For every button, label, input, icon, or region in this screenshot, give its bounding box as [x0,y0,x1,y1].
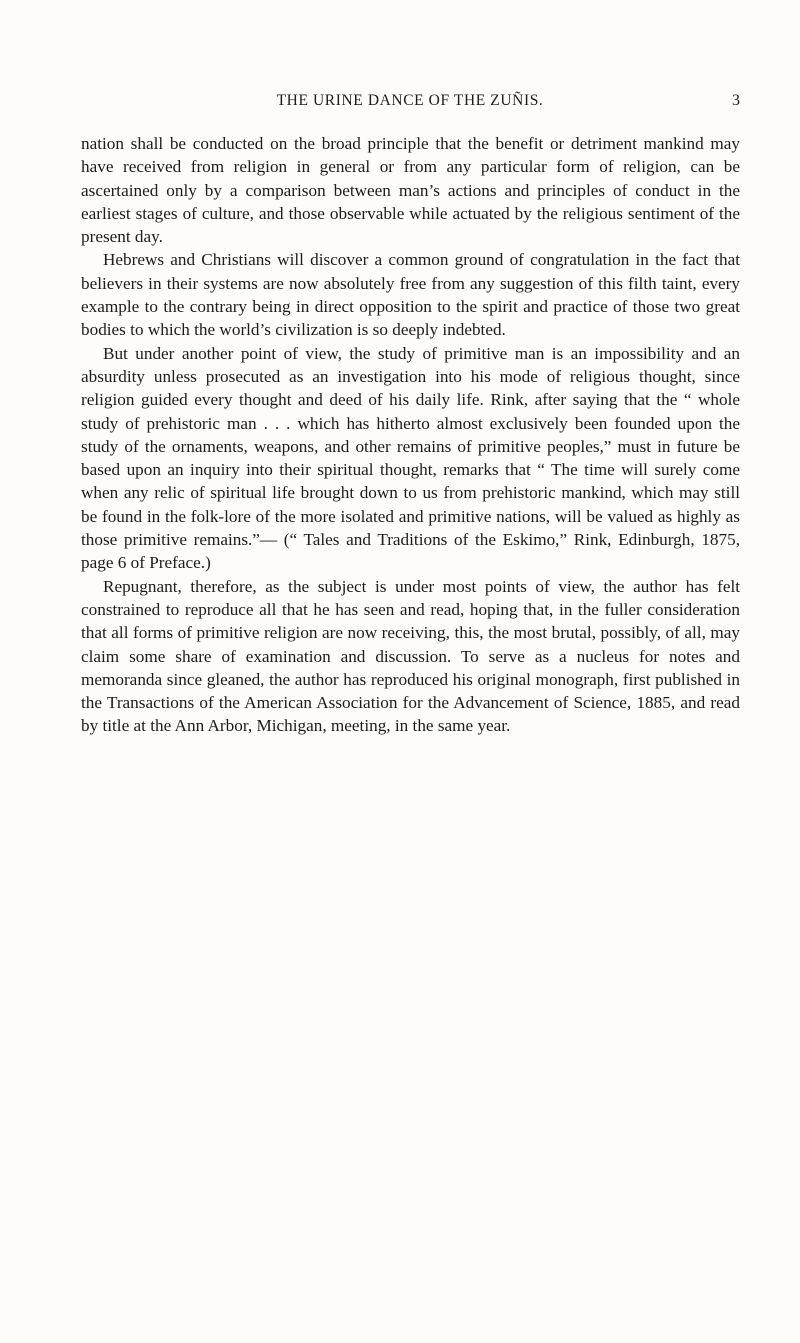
running-title: THE URINE DANCE OF THE ZUÑIS. [276,92,544,109]
page-number: 3 [732,92,740,109]
paragraph-primitive-man: But under another point of view, the study of primitive man is an impossibility and an absurdity unless prosecuted as an investigation into his mode of religious thought, since religion guided every thought and deed of his daily life. Rink, after saying that the “ whole study of prehistoric man . . . which has hitherto almost exclusively been founded upon the study of the ornaments, weapons, and other remains of primitive peoples,” must in future be based upon an inquiry into their spiritual thought, remarks that “ The time will surely come when any relic of spiritual life brought down to us from prehistoric mankind, which may still be found in the folk-lore of the more isolated and primitive nations, will be valued as highly as those primitive remains.”— (“ Tales and Traditions of the Eskimo,” Rink, Edinburgh, 1875, page 6 of Preface.) [81,343,740,573]
body-text [81,132,740,738]
running-head [80,92,740,116]
paragraph-repugnant: Repugnant, therefore, as the subject is under most points of view, the author has felt constrained to reproduce all that he has seen and read, hoping that, in the fuller consideration that all forms of primitive religion are now receiving, this, the most brutal, possibly, of all, may claim some share of examination and discussion. To serve as a nucleus for notes and memoranda since gleaned, the author has reproduced his original monograph, first published in the Transactions of the American Association for the Advancement of Science, 1885, and read by title at the Ann Arbor, Michigan, meeting, in the same year. [81,576,740,736]
paragraph-continuation: nation shall be conducted on the broad principle that the benefit or detriment mankind may have received from religion in general or from any particular form of religion, can be ascertained only by a comparison between man’s actions and principles of conduct in the earliest stages of culture, and those observable while actuated by the religious sentiment of the present day. [81,134,740,247]
paragraph-hebrews-christians: Hebrews and Christians will discover a common ground of congratulation in the fact that believers in their systems are now absolutely free from any suggestion of this filth taint, every example to the contrary being in direct opposition to the spirit and practice of those two great bodies to which the world’s civilization is so deeply indebted. [81,250,740,340]
